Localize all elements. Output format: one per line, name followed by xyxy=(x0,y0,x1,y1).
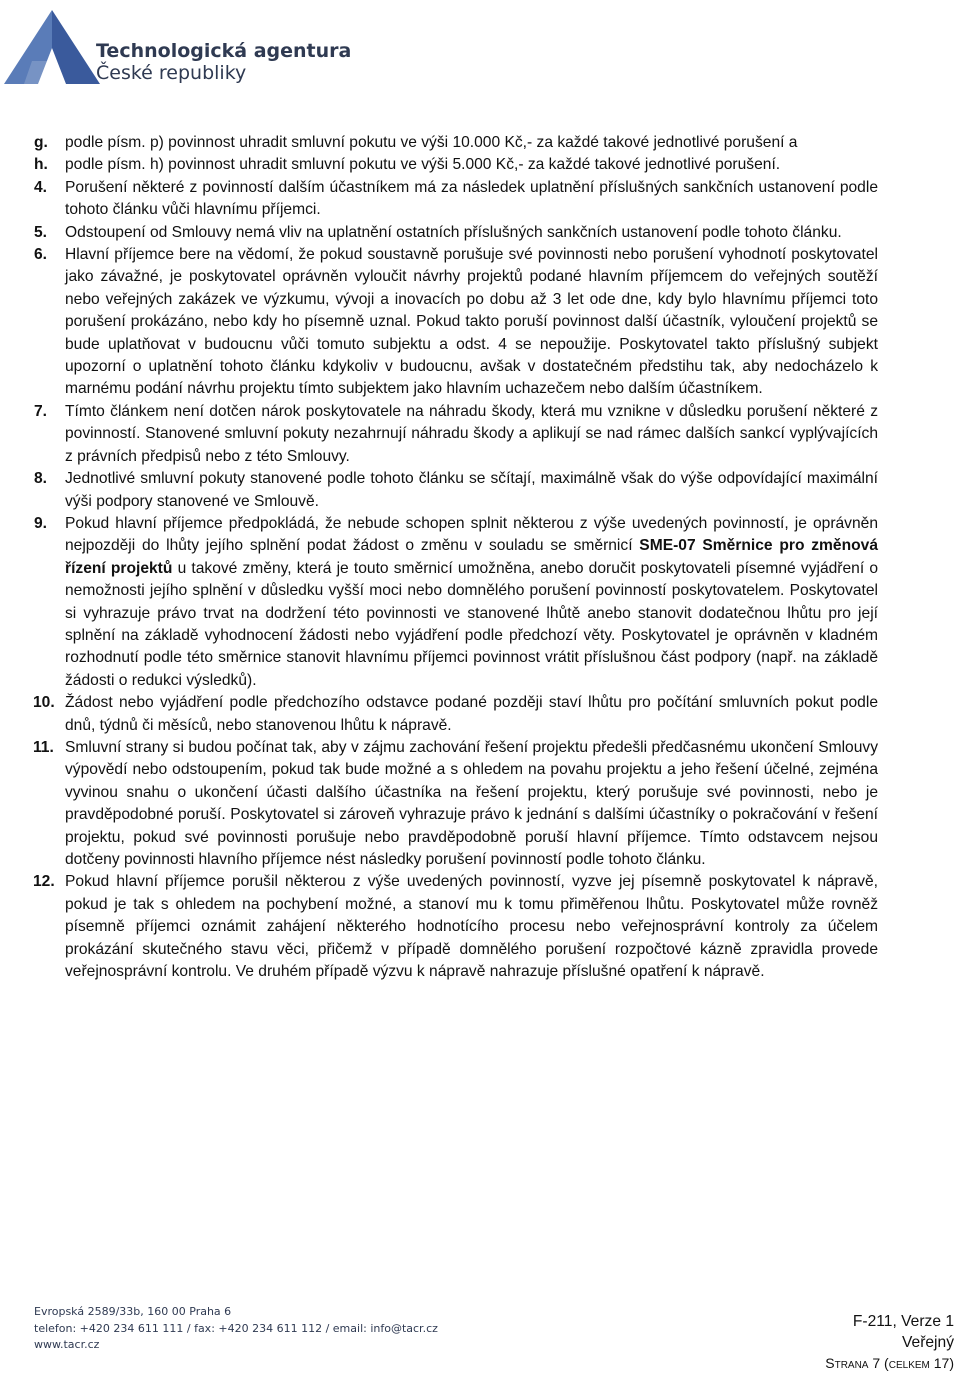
paragraph-number: 11. xyxy=(33,738,54,756)
paragraph-number: 8. xyxy=(34,470,48,488)
sub-item-text: podle písm. p) povinnost uhradit smluvní pokutu ve výši 10.000 Kč,- za každé takové jednotlivé porušení a xyxy=(65,134,798,151)
sub-item-label: h. xyxy=(34,156,48,174)
page-current: 7 xyxy=(872,1355,881,1371)
org-name-line1: Technologická agentura xyxy=(96,40,352,62)
paragraph-text-part: u takové změny, která je touto směrnicí umožněna, anebo doručit poskytovateli písemné vyjádření o nemožnosti jejího splnění v důsledku vyšší moci nebo domnělého porušení povinností poskytovatelem. Poskytovatel si vyhrazuje právo trvat na dodržení této povinnosti ve stanovené lhůtě anebo stanovit dodatečnou lhůtu pro její splnění na základě vyhodnocení žádosti nebo vyjádření podle předchozí věty. Poskytovatel je oprávněn v kladném rozhodnutí podle této směrnice stanovit hlavnímu příjemci povinnost vrátit příslušnou část podpory (např. na základě žádosti o redukci výsledků). xyxy=(65,559,878,689)
paragraph-number: 6. xyxy=(34,246,48,264)
form-code: F-211, Verze 1 xyxy=(852,1313,954,1330)
paragraph-number: 7. xyxy=(34,402,48,420)
tacr-logo-icon xyxy=(2,6,102,86)
address-line: Evropská 2589/33b, 160 00 Praha 6 xyxy=(34,1305,232,1318)
paragraph-text: Pokud hlavní příjemce porušil některou z výše uvedených povinností, vyzve jej písemně poskytovatel k nápravě, pokud je tak s ohledem na pochybení možné, a stanoví mu k tomu přiměřenou lhůtu. Poskytovatel může rovněž písemně příjemci oznámit zahájení některého hodnotícího procesu nebo veřejnosprávní kontroly za účelem prokázání skutečného stavu věci, přičemž v případě domnělého porušení rozpočtové kázně zpravidla provede veřejnosprávní kontrolu. Ve druhém případě výzvu k nápravě nahrazuje příslušné opatření k nápravě. xyxy=(65,873,878,981)
paragraph-text: Porušení některé z povinností dalším účastníkem má za následek uplatnění příslušných sankčních ustanovení podle tohoto článku vůči hlavnímu příjemci. xyxy=(65,178,878,219)
page-footer xyxy=(0,1296,960,1374)
sub-item-label: g. xyxy=(34,134,48,151)
sub-item-h xyxy=(34,154,878,176)
document-body xyxy=(34,132,878,983)
paragraph-8 xyxy=(34,468,878,513)
paragraph-number: 12. xyxy=(33,873,55,891)
paragraph-text: Smluvní strany si budou počínat tak, aby v zájmu zachování řešení projektu předešli předčasnému ukončení Smlouvy výpovědí nebo odstoupením, pokud tak bude možné a s ohledem na povahu projektu a jeho řešení účelné, zejména vyvinou snahu o ukončení účasti dalšího účastníka na řešení projektu, který porušuje své povinnosti, nebo je pravděpodobné poruší. Poskytovatel si zároveň vyhrazuje právo k jednání s dalšími účastníky o pokračování v řešení projektu, pokud své povinnosti porušuje nebo pravděpodobně poruší hlavní příjemce. Tímto odstavcem nejsou dotčeny povinnosti hlavního příjemce nést následky porušení povinností podle tohoto článku. xyxy=(65,738,878,868)
website-line: www.tacr.cz xyxy=(34,1338,100,1351)
paragraph-4 xyxy=(34,177,878,222)
paragraph-number: 4. xyxy=(34,178,48,196)
footer-address xyxy=(34,1304,438,1354)
paragraph-5 xyxy=(34,222,878,244)
paragraph-7 xyxy=(34,401,878,468)
paragraph-number: 9. xyxy=(34,514,48,532)
directive-reference: SME-07 Směrnice pro změnová řízení projektů xyxy=(65,537,878,577)
paragraph-10 xyxy=(34,692,878,737)
paragraph-text: Jednotlivé smluvní pokuty stanovené podle tohoto článku se sčítají, maximálně však do výše odpovídající maximální výši podpory stanovené ve Smlouvě. xyxy=(65,470,878,510)
contact-line: telefon: +420 234 611 111 / fax: +420 234 611 112 / email: info@tacr.cz xyxy=(34,1321,438,1335)
paragraph-9 xyxy=(34,513,878,692)
sub-item-g xyxy=(34,132,878,154)
paragraph-text: Odstoupení od Smlouvy nemá vliv na uplatnění ostatních příslušných sankčních ustanovení podle tohoto článku. xyxy=(65,223,842,241)
org-name xyxy=(96,40,351,84)
paragraph-text xyxy=(65,515,878,689)
page-header xyxy=(0,0,960,100)
paragraph-text-part: Pokud hlavní příjemce předpokládá, že nebude schopen splnit některou z výše uvedených povinností, je oprávněn nejpozději do lhůty jejího splnění podat žádost o změnu v souladu se směrnicí xyxy=(65,514,878,555)
paragraph-12 xyxy=(34,871,878,983)
paragraph-11 xyxy=(34,737,878,871)
classification-label: Veřejný xyxy=(901,1334,954,1351)
page-total: 17 xyxy=(933,1355,950,1371)
org-name-line2: České republiky xyxy=(96,62,247,84)
page-label: Strana xyxy=(825,1355,869,1371)
paragraph-text: Tímto článkem není dotčen nárok poskytovatele na náhradu škody, která mu vznikne v důsledku porušení některé z povinností. Stanovené smluvní pokuty nezahrnují náhradu škody a aplikují se nad rámec dalších sankcí vyplývajících z právních předpisů nebo z této Smlouvy. xyxy=(65,402,878,465)
page-number: Strana 7 (celkem 17) xyxy=(825,1355,954,1371)
paragraph-number: 10. xyxy=(33,694,55,712)
paragraph-6 xyxy=(34,244,878,401)
paragraph-text: Hlavní příjemce bere na vědomí, že pokud soustavně porušuje své povinnosti nebo porušení vyhodnotí poskytovatel jako závažné, je poskytovatel oprávněn vyloučit návrhy projektů podané hlavním příjemcem do veřejných soutěží nebo veřejných zakázek ve výzkumu, vývoji a inovacích po dobu až 3 let ode dne, kdy bylo hlavnímu příjemci toto porušení prokázáno, nebo kdy ho písemně uznal. Pokud takto poruší povinnost další účastník, vyloučení projektů se bude uplatňovat v budoucnu vůči tomuto subjektu a odst. 4 se nepoužije. Poskytovatel takto příslušný subjekt upozorní o uplatnění tohoto článku kdykoliv v budoucnu, avšak v dostatečném předstihu tak, aby nedocházelo k marnému podání návrhu projektu tímto subjektem jako hlavním uchazečem nebo dalším účastníkem. xyxy=(65,246,878,398)
paragraph-number: 5. xyxy=(34,223,48,241)
page-total-label: celkem xyxy=(888,1355,930,1371)
footer-meta xyxy=(825,1311,954,1374)
paragraph-text: Žádost nebo vyjádření podle předchozího odstavce podané později staví lhůtu pro počítání smluvních pokut podle dnů, týdnů či měsíců, nebo stanovenou lhůtu k nápravě. xyxy=(65,694,878,734)
sub-item-text: podle písm. h) povinnost uhradit smluvní pokutu ve výši 5.000 Kč,- za každé takové jednotlivé porušení. xyxy=(65,156,781,174)
